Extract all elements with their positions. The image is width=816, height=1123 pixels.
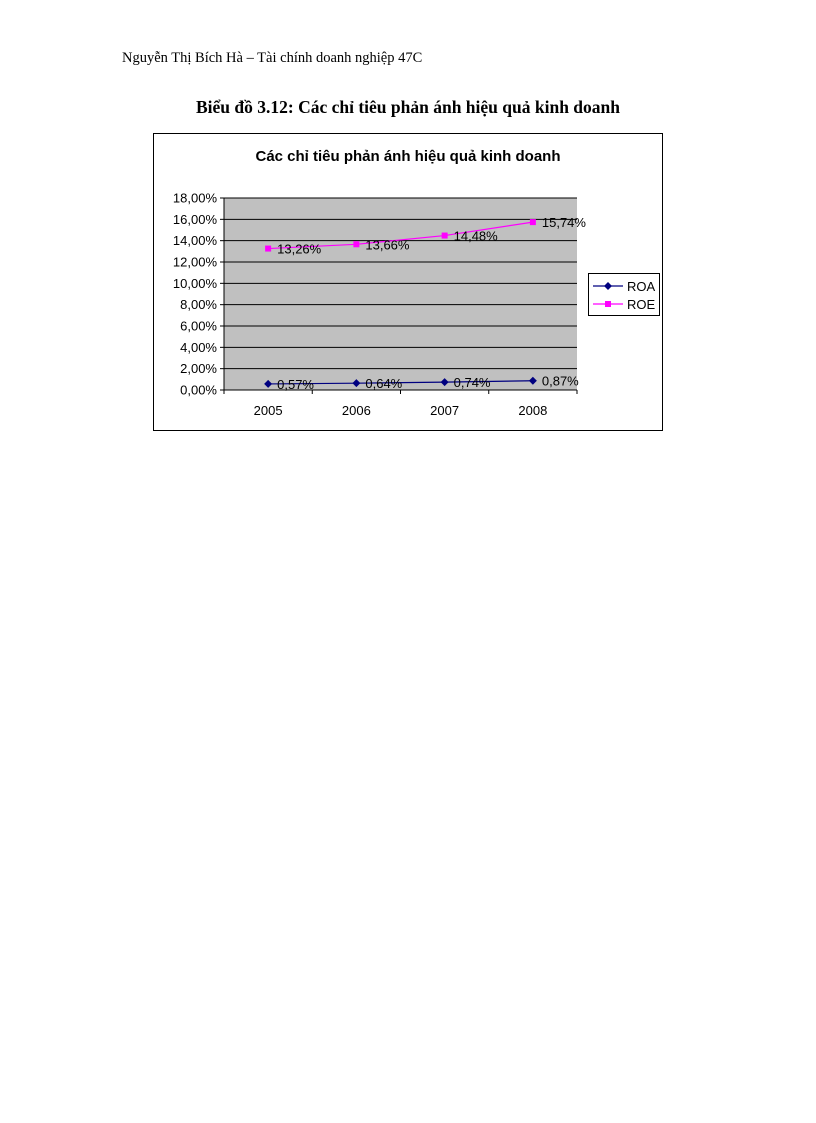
plot-area	[224, 198, 577, 390]
figure-caption: Biểu đồ 3.12: Các chỉ tiêu phản ánh hiệu quả kinh doanh	[195, 97, 621, 117]
data-label-roe: 13,66%	[365, 237, 410, 253]
data-label-roa: 0,74%	[453, 375, 491, 391]
y-tick-label: 12,00%	[172, 254, 217, 270]
chart-title: Các chỉ tiêu phản ánh hiệu quả kinh doanh	[255, 148, 561, 165]
legend-label-roa: ROA	[627, 278, 656, 294]
data-label-roa: 0,87%	[541, 373, 579, 389]
y-tick-label: 4,00%	[180, 339, 217, 355]
point-roe	[530, 219, 536, 225]
legend-swatch-roa	[593, 280, 623, 292]
chart-frame	[153, 133, 663, 431]
y-tick-label: 10,00%	[172, 275, 217, 291]
chart-svg	[154, 134, 662, 430]
x-tick-label: 2008	[518, 403, 548, 418]
x-tick-label: 2007	[430, 403, 460, 418]
data-label-roa: 0,57%	[277, 376, 314, 392]
page-header: Nguyễn Thị Bích Hà – Tài chính doanh nghiệp 47C	[122, 50, 423, 66]
data-label-roa: 0,64%	[365, 376, 403, 392]
x-tick-label: 2006	[341, 403, 371, 418]
legend-item-roa	[593, 277, 655, 295]
data-label-roe: 15,74%	[541, 215, 586, 231]
y-tick-label: 6,00%	[180, 318, 217, 334]
point-roe	[265, 246, 271, 252]
data-label-roe: 13,26%	[277, 241, 322, 257]
legend	[588, 273, 660, 316]
data-label-roe: 14,48%	[453, 228, 498, 244]
legend-label-roe: ROE	[627, 296, 656, 312]
point-roe	[353, 241, 359, 247]
x-tick-label: 2005	[253, 403, 283, 418]
y-tick-label: 14,00%	[172, 233, 217, 249]
y-tick-label: 0,00%	[180, 382, 217, 398]
point-roe	[442, 233, 448, 239]
y-tick-label: 2,00%	[180, 361, 217, 377]
y-tick-label: 16,00%	[172, 211, 217, 227]
y-tick-label: 18,00%	[172, 190, 217, 206]
legend-item-roe	[593, 295, 655, 313]
y-tick-label: 8,00%	[180, 297, 217, 313]
legend-swatch-roe	[593, 298, 623, 310]
